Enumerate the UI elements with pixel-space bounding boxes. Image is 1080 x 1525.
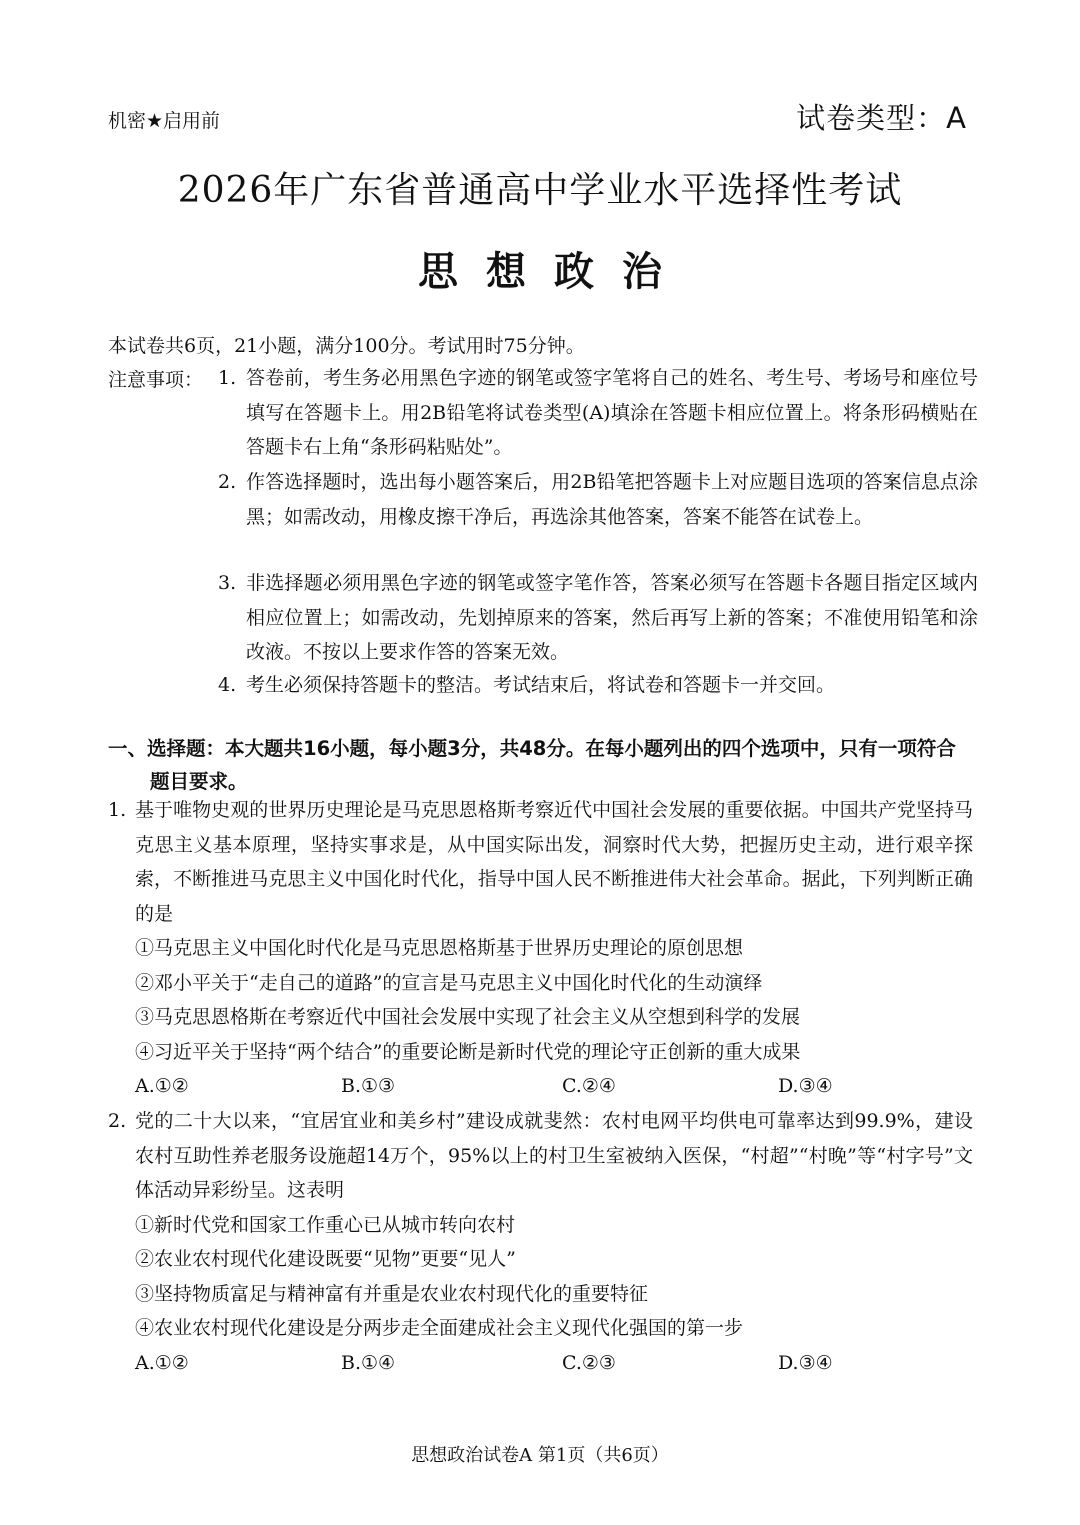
question-statement: ④习近平关于坚持“两个结合”的重要论断是新时代党的理论守正创新的重大成果	[135, 1040, 801, 1063]
option-d[interactable]: D.③④	[778, 1075, 833, 1097]
question-1	[108, 793, 973, 1104]
notice-item-number: 4.	[218, 674, 237, 696]
question-stem: 党的二十大以来，“宜居宜业和美乡村”建设成就斐然：农村电网平均供电可靠率达到99.9%，建设农村互助性养老服务设施超14万个，95%以上的村卫生室被纳入医保，“村超”“村晚”等“村字号”文体活动异彩纷呈。这表明	[135, 1110, 973, 1201]
question-statement: ③马克思恩格斯在考察近代中国社会发展中实现了社会主义从空想到科学的发展	[135, 1006, 801, 1028]
option-b[interactable]: B.①③	[341, 1075, 396, 1097]
notice-item-number: 3.	[218, 572, 237, 594]
option-c[interactable]: C.②③	[562, 1351, 616, 1374]
notice-item-text: 考生必须保持答题卡的整洁。考试结束后，将试卷和答题卡一并交回。	[246, 674, 836, 696]
subject-title: 思想政治	[418, 249, 690, 295]
question-statement: ①新时代党和国家工作重心已从城市转向农村	[135, 1213, 516, 1236]
notice-label: 注意事项：	[108, 369, 204, 391]
notice-item-number: 2.	[218, 471, 237, 493]
option-d[interactable]: D.③④	[778, 1351, 833, 1374]
notice-item-text: 非选择题必须用黑色字迹的钢笔或签字笔作答，答案必须写在答题卡各题目指定区域内相应位置上；如需改动，先划掉原来的答案，然后再写上新的答案；不准使用铅笔和涂改液。不按以上要求作答的答案无效。	[246, 572, 978, 663]
question-2	[108, 1104, 973, 1380]
notice-item	[218, 668, 978, 703]
notice-item	[218, 361, 978, 465]
notice-item	[218, 566, 978, 670]
question-number: 2.	[108, 1110, 127, 1132]
section-heading: 一、选择题：本大题共16小题，每小题3分，共48分。在每小题列出的四个选项中，只有一项符合题目要求。	[108, 737, 956, 793]
question-statement: ④农业农村现代化建设是分两步走全面建成社会主义现代化强国的第一步	[135, 1317, 744, 1339]
question-statement: ③坚持物质富足与精神富有并重是农业农村现代化的重要特征	[135, 1282, 649, 1305]
page-footer: 思想政治试卷A 第1页（共6页）	[411, 1445, 669, 1466]
notice-item	[218, 465, 978, 534]
paper-type-label: 试卷类型：A	[796, 101, 967, 135]
exam-title: 2026年广东省普通高中学业水平选择性考试	[177, 170, 903, 211]
option-c[interactable]: C.②④	[562, 1075, 616, 1097]
option-b[interactable]: B.①④	[341, 1351, 396, 1374]
notice-item-number: 1.	[218, 367, 237, 389]
question-stem: 基于唯物史观的世界历史理论是马克思恩格斯考察近代中国社会发展的重要依据。中国共产党坚持马克思主义基本原理，坚持实事求是，从中国实际出发，洞察时代大势，把握历史主动，进行艰辛探索，不断推进马克思主义中国化时代化，指导中国人民不断推进伟大社会革命。据此，下列判断正确的是	[135, 799, 973, 925]
question-number: 1.	[108, 799, 127, 821]
notice-item-text: 作答选择题时，选出每小题答案后，用2B铅笔把答题卡上对应题目选项的答案信息点涂黑；如需改动，用橡皮擦干净后，再选涂其他答案，答案不能答在试卷上。	[246, 471, 978, 528]
answer-options	[108, 1346, 973, 1381]
notice-item-text: 答卷前，考生务必用黑色字迹的钢笔或签字笔将自己的姓名、考生号、考场号和座位号填写在答题卡上。用2B铅笔将试卷类型(A)填涂在答题卡相应位置上。将条形码横贴在答题卡右上角“条形码粘贴处”。	[246, 367, 978, 458]
option-a[interactable]: A.①②	[135, 1351, 189, 1374]
question-statement: ②邓小平关于“走自己的道路”的宣言是马克思主义中国化时代化的生动演绎	[135, 971, 763, 994]
option-a[interactable]: A.①②	[135, 1075, 189, 1097]
confidential-label: 机密★启用前	[108, 110, 221, 132]
answer-options	[108, 1069, 973, 1104]
exam-summary: 本试卷共6页，21小题，满分100分。考试用时75分钟。	[108, 335, 585, 357]
question-statement: ②农业农村现代化建设既要“见物”更要“见人”	[135, 1248, 516, 1270]
question-statement: ①马克思主义中国化时代化是马克思恩格斯基于世界历史理论的原创思想	[135, 937, 744, 959]
